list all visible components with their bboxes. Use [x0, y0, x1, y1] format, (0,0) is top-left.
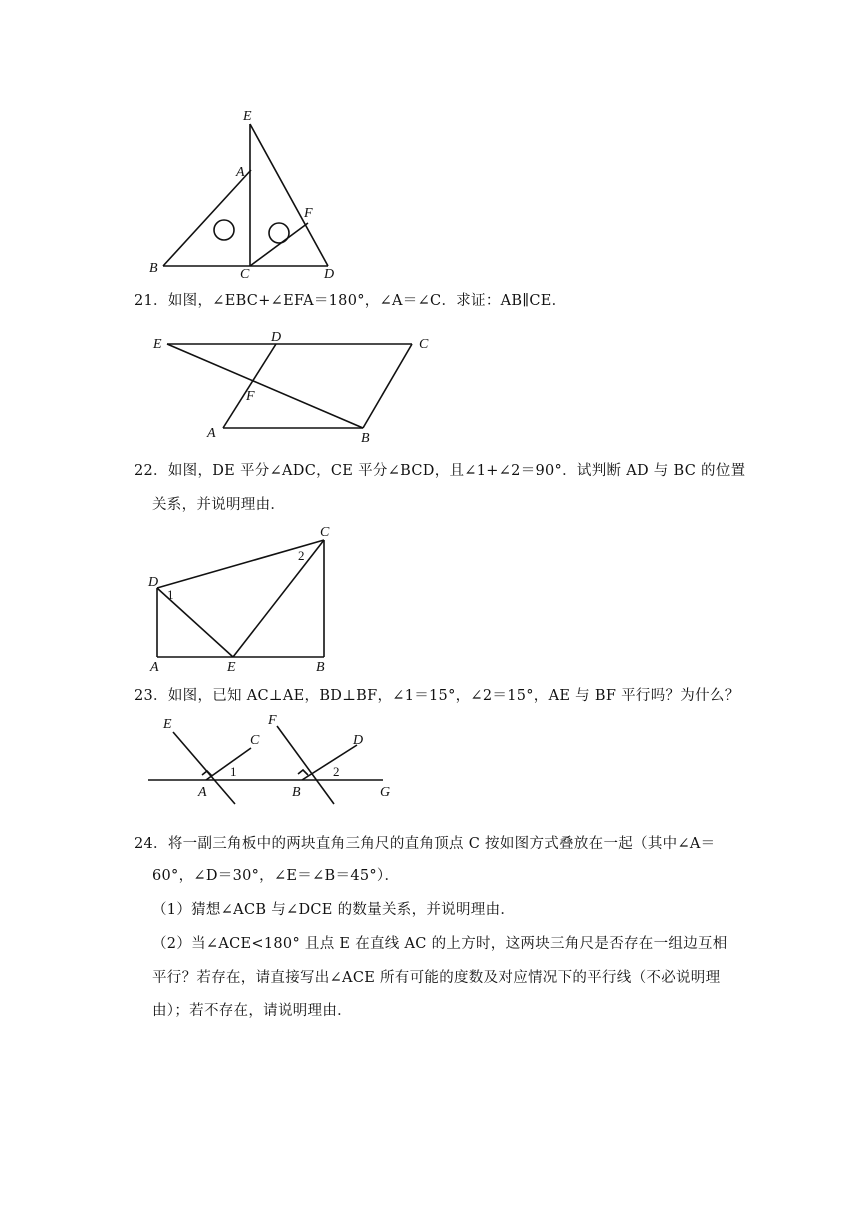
label-B: B	[149, 261, 158, 276]
right-angle-B	[298, 770, 308, 775]
question-23-text: 23．如图，已知 AC⊥AE，BD⊥BF，∠1＝15°，∠2＝15°，AE 与 BF 平行吗？为什么？	[134, 688, 740, 704]
label-C: C	[419, 337, 429, 352]
question-24-part1: （1）猜想∠ACB 与∠DCE 的数量关系，并说明理由．	[152, 902, 516, 918]
label-E: E	[163, 717, 172, 732]
seg-CE	[233, 540, 324, 657]
seg-CF	[250, 223, 308, 266]
label-C: C	[320, 525, 330, 540]
label-F: F	[246, 389, 255, 404]
label-G: G	[380, 785, 391, 800]
label-1: 1	[167, 587, 174, 602]
label-E: E	[153, 337, 162, 352]
question-24-part2-line1: （2）当∠ACE<180° 且点 E 在直线 AC 的上方时，这两块三角尺是否存在一组边互相	[152, 936, 728, 952]
figure-q22	[140, 520, 340, 675]
circle-right	[269, 223, 289, 243]
figure-q23	[140, 710, 400, 810]
label-C: C	[240, 267, 250, 282]
question-24-part2-line3: 由）；若不存在，请说明理由．	[152, 1003, 352, 1019]
question-21-text: 21．如图，∠EBC+∠EFA＝180°，∠A＝∠C．求证：AB∥CE．	[134, 293, 567, 309]
figure-q21	[140, 330, 440, 445]
seg-ED	[250, 124, 328, 266]
label-E: E	[243, 109, 252, 124]
label-1: 1	[230, 764, 237, 779]
question-24-line2: 60°，∠D＝30°，∠E＝∠B＝45°）．	[152, 868, 400, 884]
right-angle-A	[202, 771, 212, 776]
label-2: 2	[333, 764, 340, 779]
seg-AD	[223, 344, 276, 428]
label-B: B	[316, 660, 325, 675]
circle-left	[214, 220, 234, 240]
figure-prev-question	[140, 100, 360, 285]
label-D: D	[148, 575, 159, 590]
label-F: F	[304, 206, 313, 221]
label-D: D	[353, 733, 364, 748]
seg-CB	[363, 344, 412, 428]
question-22-line1: 22．如图，DE 平分∠ADC，CE 平分∠BCD，且∠1+∠2＝90°．试判断 AD 与 BC 的位置	[134, 463, 746, 479]
label-D: D	[271, 330, 282, 345]
label-A: A	[207, 426, 216, 441]
label-D: D	[324, 267, 335, 282]
line-BD	[302, 745, 357, 780]
line-AC	[206, 748, 251, 780]
label-B: B	[292, 785, 301, 800]
label-F: F	[268, 713, 277, 728]
label-2: 2	[298, 548, 305, 563]
seg-EB	[167, 344, 363, 428]
label-E: E	[227, 660, 236, 675]
label-A: A	[236, 165, 245, 180]
seg-BE	[163, 170, 251, 266]
label-C: C	[250, 733, 260, 748]
question-24-part2-line2: 平行？若存在，请直接写出∠ACE 所有可能的度数及对应情况下的平行线（不必说明理	[152, 970, 721, 986]
label-B: B	[361, 431, 370, 445]
question-24-line1: 24．将一副三角板中的两块直角三角尺的直角顶点 C 按如图方式叠放在一起（其中∠A＝	[134, 836, 716, 852]
label-A: A	[150, 660, 159, 675]
label-A: A	[198, 785, 207, 800]
question-22-line2: 关系，并说明理由．	[152, 497, 286, 513]
